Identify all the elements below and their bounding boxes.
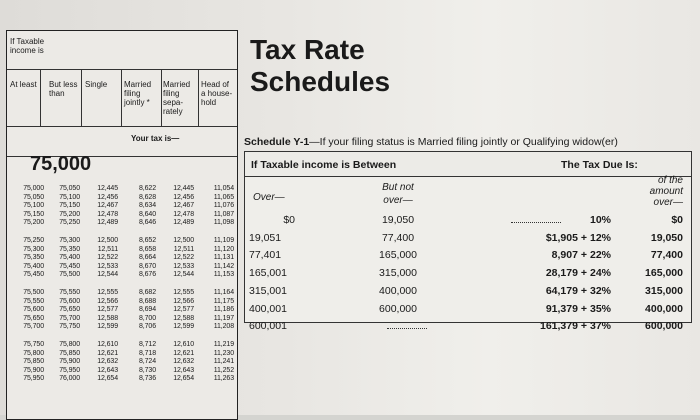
table-cell: 12,621: [97, 349, 118, 357]
table-cell: 8,712: [138, 341, 156, 348]
table-row: [0, 219, 240, 227]
table-cell: 11,142: [213, 262, 234, 270]
table-cell: 8,658: [138, 245, 156, 253]
table-cell: 75,950: [59, 366, 80, 374]
table-cell: 75,050: [59, 185, 80, 192]
table-row: [0, 375, 240, 383]
table-cell: 12,489: [97, 219, 118, 227]
table-cell: 12,610: [97, 341, 118, 348]
table-cell: 12,467: [97, 202, 118, 210]
single-header: Single: [85, 80, 108, 89]
table-cell: 75,000: [23, 185, 44, 192]
title-line-1: Tax Rate: [250, 34, 365, 65]
table-row: [0, 341, 240, 349]
title-line-2: Schedules: [250, 66, 391, 97]
table-cell: 12,588: [97, 314, 118, 322]
table-cell: 11,065: [213, 193, 234, 201]
table-cell: 11,087: [213, 210, 234, 218]
table-cell: 75,750: [23, 341, 44, 348]
table-cell: 11,164: [213, 289, 234, 296]
schedule-base: 8,907 +: [551, 249, 587, 262]
table-cell: 11,054: [213, 185, 234, 192]
table-cell: 75,600: [59, 297, 80, 305]
schedule-but-not-over: 19,050: [381, 214, 415, 226]
table-cell: 75,800: [23, 349, 44, 357]
table-cell: 75,050: [23, 193, 44, 201]
table-cell: 75,300: [23, 245, 44, 253]
table-cell: 8,670: [138, 262, 156, 270]
table-cell: 8,640: [138, 210, 156, 218]
schedule-rate: 35%: [589, 302, 611, 315]
table-cell: 12,533: [97, 262, 118, 270]
table-cell: 75,800: [59, 341, 80, 348]
schedule-amount-over: $0: [671, 214, 683, 226]
table-row: [0, 323, 240, 331]
table-cell: 75,150: [23, 210, 44, 218]
dotted-leader: [387, 328, 427, 329]
table-row: [0, 298, 240, 306]
schedule-name: Schedule Y-1: [244, 136, 310, 148]
table-cell: 11,263: [213, 375, 234, 383]
schedule-but-not-over: 600,000: [379, 302, 417, 315]
table-cell: 75,850: [23, 358, 44, 366]
schedule-over: 315,001: [249, 284, 287, 297]
your-tax-is-label: Your tax is—: [131, 134, 180, 143]
table-cell: 12,478: [173, 210, 194, 218]
table-cell: 75,400: [23, 262, 44, 270]
taxable-income-label: If Taxable income is: [10, 37, 45, 55]
table-cell: 8,646: [138, 219, 156, 227]
col-of-amount-over: of the amount over—: [649, 175, 683, 208]
table-cell: 12,577: [97, 306, 118, 314]
table-cell: 75,250: [59, 219, 80, 227]
table-cell: 75,600: [23, 306, 44, 314]
table-cell: 75,100: [59, 193, 80, 201]
schedule-over: 77,401: [249, 249, 282, 262]
table-cell: 12,533: [173, 262, 194, 270]
header-income-between: If Taxable income is Between: [251, 159, 397, 171]
table-cell: 12,599: [97, 323, 118, 331]
col-over: Over—: [253, 192, 285, 203]
table-cell: 12,632: [97, 358, 118, 366]
table-cell: 12,489: [173, 219, 194, 227]
schedule-amount-over: 315,000: [645, 284, 683, 297]
table-cell: 75,550: [23, 297, 44, 305]
schedule-row: [245, 214, 691, 230]
table-cell: 75,500: [23, 289, 44, 296]
schedule-but-not-over: 165,000: [379, 249, 417, 262]
table-cell: 11,219: [213, 341, 234, 348]
schedule-over: 400,001: [249, 302, 287, 315]
table-cell: 8,676: [138, 271, 156, 279]
dotted-leader: [511, 222, 561, 223]
married-separately-header: Married filing sepa-rately: [163, 80, 191, 116]
table-cell: 12,632: [173, 358, 194, 366]
table-cell: 8,730: [138, 366, 156, 374]
table-row: [0, 246, 240, 254]
table-cell: 75,400: [59, 254, 80, 262]
table-cell: 75,900: [59, 358, 80, 366]
table-cell: 8,706: [138, 323, 156, 331]
table-cell: 12,445: [173, 185, 194, 192]
schedule-but-not-over: 315,000: [379, 267, 417, 280]
table-row: [0, 202, 240, 210]
table-row: [0, 367, 240, 375]
schedule-over: 19,051: [249, 231, 282, 244]
schedule-over: 165,001: [249, 267, 287, 280]
table-row: [0, 211, 240, 219]
head-of-household-header: Head of a house-hold: [201, 80, 233, 107]
schedule-rate: 37%: [589, 320, 611, 333]
table-cell: 75,650: [59, 306, 80, 314]
table-cell: 75,550: [59, 289, 80, 296]
table-cell: 8,736: [138, 375, 156, 383]
table-row: [0, 350, 240, 358]
table-cell: 75,350: [59, 245, 80, 253]
table-cell: 11,120: [213, 245, 234, 253]
table-cell: 11,175: [213, 297, 234, 305]
table-cell: 8,694: [138, 306, 156, 314]
table-cell: 8,634: [138, 202, 156, 210]
married-jointly-header: Married filing jointly *: [124, 80, 152, 107]
income-bracket-heading: 75,000: [30, 153, 92, 175]
table-cell: 12,555: [173, 289, 194, 296]
table-cell: 11,186: [213, 306, 234, 314]
table-cell: 75,200: [59, 210, 80, 218]
schedule-amount-over: 165,000: [645, 267, 683, 280]
schedule-row: [245, 249, 691, 265]
table-cell: 12,610: [173, 341, 194, 348]
table-cell: 12,544: [173, 271, 194, 279]
table-cell: 75,950: [23, 375, 44, 383]
schedule-caption: [244, 136, 618, 148]
table-cell: 75,150: [59, 202, 80, 210]
schedule-amount-over: 77,400: [650, 249, 683, 262]
table-cell: 75,700: [23, 323, 44, 331]
table-cell: 12,588: [173, 314, 194, 322]
schedule-rate: 12%: [589, 231, 611, 244]
table-cell: 76,000: [59, 375, 80, 383]
schedule-but-not-over: 77,400: [381, 231, 415, 244]
table-cell: 12,456: [97, 193, 118, 201]
schedule-base: $1,905 +: [545, 231, 587, 244]
table-cell: 75,650: [23, 314, 44, 322]
schedule-rate: 22%: [589, 249, 611, 262]
table-cell: 12,621: [173, 349, 194, 357]
table-cell: 12,511: [97, 245, 118, 253]
table-cell: 12,511: [173, 245, 194, 253]
table-cell: 75,300: [59, 237, 80, 244]
table-cell: 8,700: [138, 314, 156, 322]
table-row: [0, 185, 240, 193]
schedule-amount-over: 19,050: [650, 231, 683, 244]
table-row: [0, 289, 240, 297]
table-cell: 12,478: [97, 210, 118, 218]
table-row: [0, 254, 240, 262]
table-row: [0, 263, 240, 271]
table-row: [0, 306, 240, 314]
table-cell: 12,654: [97, 375, 118, 383]
table-cell: 12,500: [97, 237, 118, 244]
schedule-row: [245, 320, 691, 336]
table-cell: 8,622: [138, 185, 156, 192]
table-cell: 75,100: [23, 202, 44, 210]
schedule-base: 161,379 +: [539, 320, 587, 333]
table-cell: 12,599: [173, 323, 194, 331]
schedule-row: [245, 285, 691, 301]
table-row: [0, 358, 240, 366]
table-cell: 75,450: [23, 271, 44, 279]
table-cell: 11,208: [213, 323, 234, 331]
table-cell: 12,566: [173, 297, 194, 305]
table-cell: 11,076: [213, 202, 234, 210]
table-cell: 75,700: [59, 314, 80, 322]
schedule-amount-over: 400,000: [645, 302, 683, 315]
schedule-base: 28,179 +: [545, 267, 587, 280]
table-cell: 11,098: [213, 219, 234, 227]
table-cell: 8,628: [138, 193, 156, 201]
at-least-header: At least: [10, 80, 37, 89]
table-row: [0, 194, 240, 202]
table-cell: 12,643: [97, 366, 118, 374]
schedule-description: —If your filing status is Married filing jointly or Qualifying widow(er): [309, 136, 618, 148]
page-title: [250, 34, 390, 98]
table-cell: 75,250: [23, 237, 44, 244]
table-row: [0, 315, 240, 323]
table-cell: 12,522: [173, 254, 194, 262]
schedule-but-not-over: 400,000: [379, 284, 417, 297]
schedule-row: [245, 232, 691, 248]
table-cell: 75,750: [59, 323, 80, 331]
table-cell: 12,577: [173, 306, 194, 314]
table-row: [0, 271, 240, 279]
table-cell: 8,724: [138, 358, 156, 366]
schedule-over: 600,001: [249, 320, 287, 333]
table-cell: 75,350: [23, 254, 44, 262]
schedule-rate: 24%: [589, 267, 611, 280]
header-tax-due: The Tax Due Is:: [561, 159, 638, 171]
schedule-base: 64,179 +: [545, 284, 587, 297]
table-cell: 8,652: [138, 237, 156, 244]
table-cell: 12,555: [97, 289, 118, 296]
table-row: [0, 237, 240, 245]
schedule-amount-over: 600,000: [645, 320, 683, 333]
table-cell: 12,544: [97, 271, 118, 279]
table-cell: 12,643: [173, 366, 194, 374]
schedule-over: $0: [283, 214, 295, 226]
table-cell: 8,682: [138, 289, 156, 296]
table-cell: 12,445: [97, 185, 118, 192]
col-but-not-over: But not over—: [382, 182, 414, 206]
table-cell: 75,500: [59, 271, 80, 279]
table-cell: 12,566: [97, 297, 118, 305]
table-cell: 8,664: [138, 254, 156, 262]
schedule-rate: 32%: [589, 284, 611, 297]
table-cell: 11,109: [213, 237, 234, 244]
table-cell: 8,688: [138, 297, 156, 305]
table-cell: 12,654: [173, 375, 194, 383]
but-less-than-header: But less than: [49, 80, 78, 98]
table-cell: 11,131: [213, 254, 234, 262]
table-cell: 11,197: [213, 314, 234, 322]
table-cell: 75,850: [59, 349, 80, 357]
table-cell: 75,200: [23, 219, 44, 227]
table-cell: 11,252: [213, 366, 234, 374]
table-cell: 12,467: [173, 202, 194, 210]
schedule-row: [245, 267, 691, 283]
table-cell: 11,241: [213, 358, 234, 366]
schedule-header: [244, 151, 692, 178]
table-cell: 75,900: [23, 366, 44, 374]
schedule-row: [245, 303, 691, 319]
table-cell: 12,456: [173, 193, 194, 201]
schedule-base: 91,379 +: [545, 302, 587, 315]
table-cell: 12,500: [173, 237, 194, 244]
table-cell: 11,153: [213, 271, 234, 279]
table-cell: 12,522: [97, 254, 118, 262]
table-cell: 75,450: [59, 262, 80, 270]
schedule-rate: 10%: [589, 214, 611, 226]
table-cell: 11,230: [213, 349, 234, 357]
table-cell: 8,718: [138, 349, 156, 357]
schedule-body: [244, 175, 692, 333]
